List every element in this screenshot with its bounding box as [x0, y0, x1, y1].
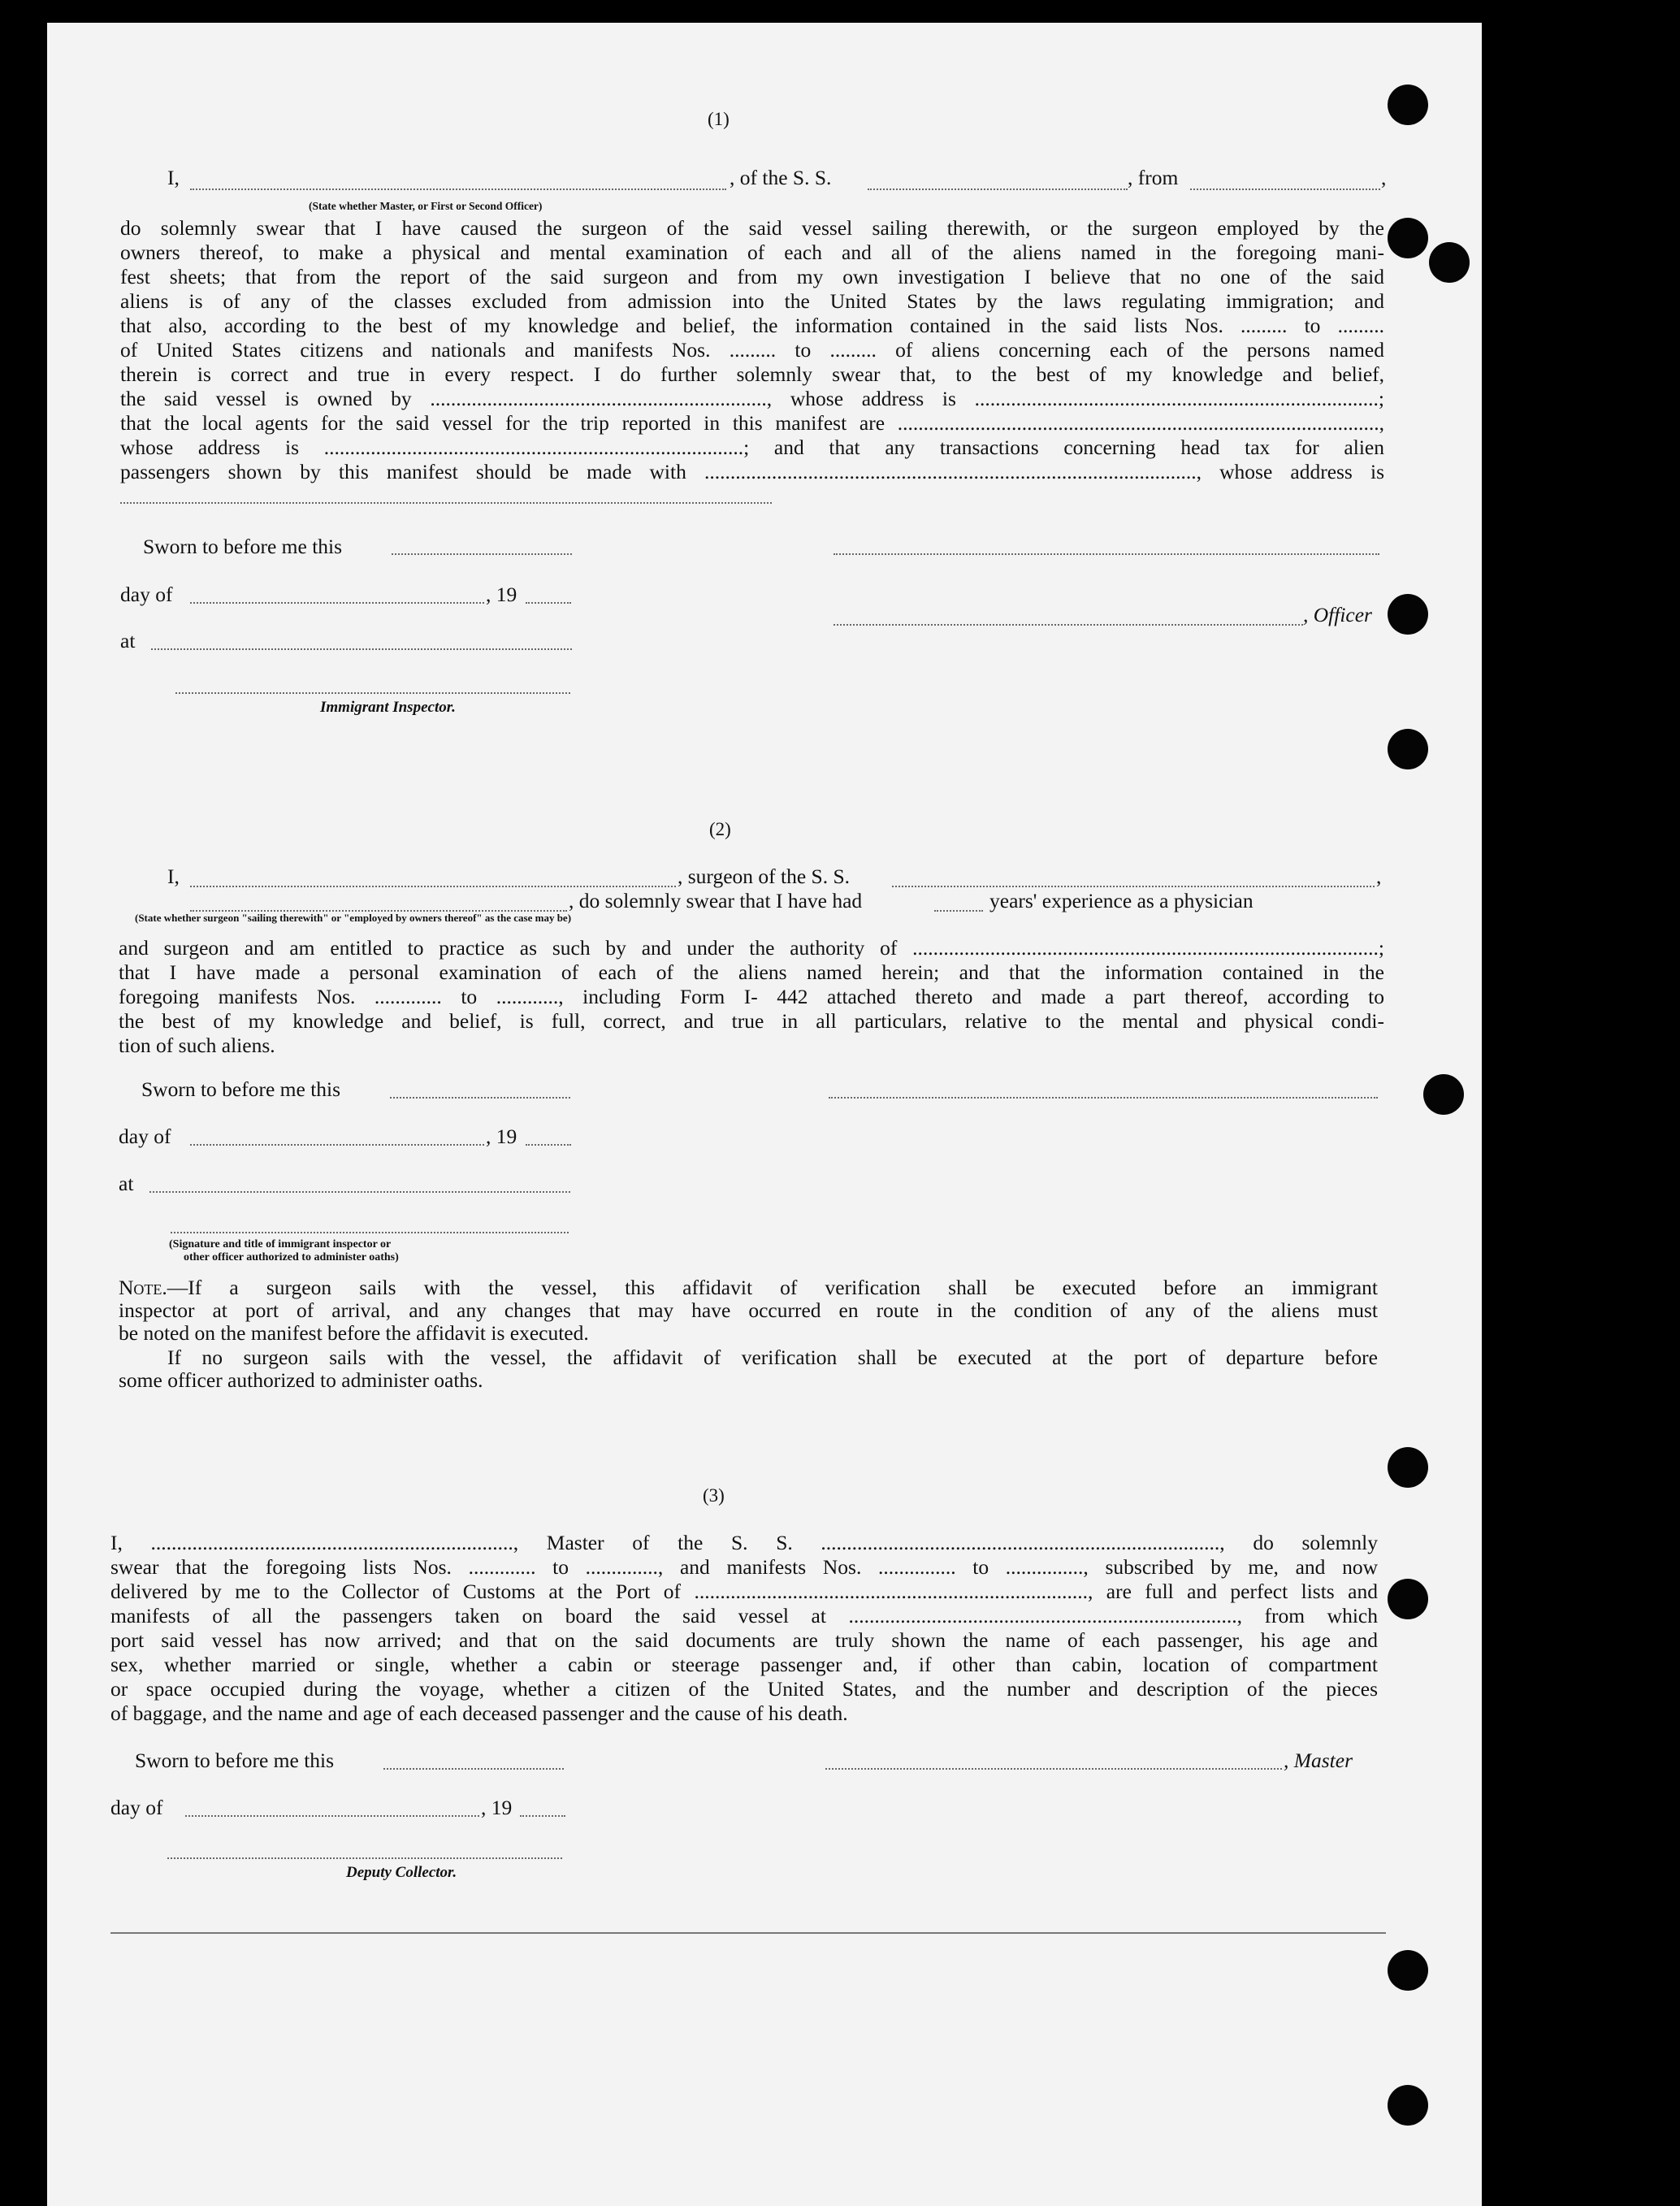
officer-label: , Officer [1303, 603, 1372, 626]
day-of-label: day of [120, 583, 173, 606]
surgeon-vessel-field [892, 886, 1375, 887]
body-line: of baggage, and the name and age of each deceased passenger and the cause of his death. [110, 1701, 848, 1725]
body-line: passengers shown by this manifest should be made with ..............................................................................................., whose address is [120, 460, 1384, 483]
section-2-number: (2) [709, 819, 731, 839]
officer-name-field [834, 624, 1303, 626]
note-line: be noted on the manifest before the affidavit is executed. [119, 1321, 589, 1345]
punch-hole [1388, 1447, 1428, 1488]
body-line: do solemnly swear that I have caused the surgeon of the said vessel sailing therewith, or the surgeon employed by the [120, 216, 1384, 240]
from-port-field [1190, 189, 1380, 190]
experience-label: years' experience as a physician [989, 889, 1254, 912]
month-field [190, 1144, 484, 1146]
note-line: If no surgeon sails with the vessel, the affidavit of verification shall be executed at the port of departure before [167, 1346, 1378, 1369]
years-field [934, 910, 983, 912]
manifest-page [47, 23, 1482, 2206]
officer-signature-field [834, 553, 1379, 555]
body-line: tion of such aliens. [119, 1034, 275, 1057]
surgeon-caption: (State whether surgeon "sailing therewith" or "employed by owners thereof" as the case may be) [135, 912, 572, 924]
body-line: owners thereof, to make a physical and mental examination of each and all of the aliens named in the foregoing mani- [120, 241, 1384, 264]
place-field [151, 648, 572, 650]
punch-hole [1429, 242, 1470, 283]
section-3-number: (3) [703, 1485, 725, 1506]
body-line: the best of my knowledge and belief, is full, correct, and true in all particulars, relative to the mental and physical condi- [119, 1009, 1384, 1033]
master-signature-field [825, 1768, 1282, 1770]
sworn-date-field [390, 1097, 570, 1099]
body-line: whose address is .................................................................................; and that any transactions concerning head tax for alien [120, 436, 1384, 459]
note-line: some officer authorized to administer oaths. [119, 1368, 483, 1392]
sworn-label: Sworn to before me this [141, 1077, 341, 1101]
year-field [526, 602, 571, 604]
punch-hole [1388, 594, 1428, 635]
sworn-label: Sworn to before me this [135, 1749, 335, 1772]
day-of-label: day of [110, 1796, 163, 1819]
body-line: that I have made a personal examination of each of the aliens named herein; and that the information contained in the [119, 960, 1384, 984]
punch-hole [1388, 1579, 1428, 1619]
address-continuation-field [120, 502, 772, 504]
section-1-number: (1) [708, 109, 730, 129]
surgeon-signature-field [829, 1097, 1378, 1099]
officer-title-field [190, 189, 726, 190]
note-label: Note. [119, 1276, 167, 1299]
sworn-date-field [383, 1768, 564, 1770]
place-field [149, 1191, 570, 1193]
body-line: foregoing manifests Nos. ............. to ............, including Form I- 442 attached thereto and made a part thereof, according to [119, 985, 1384, 1008]
sworn-label: Sworn to before me this [143, 535, 343, 558]
body-line: that also, according to the best of my knowledge and belief, the information contained in the said lists Nos. ......... to ......... [120, 314, 1384, 337]
year-field [520, 1815, 565, 1817]
at-label: at [120, 629, 136, 652]
note-line: Note.—If a surgeon sails with the vessel, this affidavit of verification shall be executed before an immigrant [119, 1276, 1378, 1299]
body-line: delivered by me to the Collector of Customs at the Port of ............................................................................, are full and perfect lists and [110, 1580, 1378, 1603]
body-line: aliens is of any of the classes excluded from admission into the United States by the laws regulating immigration; and [120, 289, 1384, 313]
body-line: I, ......................................................................, Master of the S. S. ............................................................................., do solemnly [110, 1531, 1378, 1554]
surgeon-of-label: , surgeon of the S. S. [678, 865, 851, 888]
body-line: or space occupied during the voyage, whether a citizen of the United States, and the number and description of the pieces [110, 1677, 1378, 1701]
month-field [185, 1815, 479, 1817]
master-label: , Master [1284, 1749, 1353, 1772]
year-label: , 19 [486, 1125, 517, 1148]
year-label: , 19 [481, 1796, 513, 1819]
section-1-of-ss: , of the S. S. [730, 166, 832, 189]
body-line: manifests of all the passengers taken on board the said vessel at ..........................................................................., from which [110, 1604, 1378, 1627]
inspector-signature-field [175, 692, 570, 694]
punch-hole [1388, 218, 1428, 258]
vessel-name-field [868, 189, 1128, 190]
surgeon-name-field [190, 886, 676, 887]
bottom-rule [110, 1932, 1386, 1934]
verifier-caption: other officer authorized to administer oaths) [184, 1251, 399, 1263]
body-line: of United States citizens and nationals and manifests Nos. ......... to ......... of aliens concerning each of the persons named [120, 338, 1384, 362]
swear-label: , do solemnly swear that I have had [569, 889, 863, 912]
deputy-caption: Deputy Collector. [346, 1864, 457, 1881]
at-label: at [119, 1172, 134, 1195]
year-label: , 19 [486, 583, 517, 606]
inspector-caption: Immigrant Inspector. [320, 699, 456, 716]
note-line: inspector at port of arrival, and any changes that may have occurred en route in the condition of any of the aliens must [119, 1298, 1378, 1322]
body-line: and surgeon and am entitled to practice as such by and under the authority of ..........................................................................................; [119, 936, 1384, 960]
verifier-caption: (Signature and title of immigrant inspector or [169, 1238, 392, 1250]
body-line: therein is correct and true in every respect. I do further solemnly swear that, to the best of my knowledge and belief, [120, 362, 1384, 386]
body-line: the said vessel is owned by ................................................................., whose address is ..............................................................................; [120, 387, 1384, 410]
body-line: fest sheets; that from the report of the said surgeon and from my own investigation I believe that no one of the said [120, 265, 1384, 288]
body-line: swear that the foregoing lists Nos. ............. to .............., and manifests Nos. ............... to ..............., subscribed by me, and now [110, 1555, 1378, 1579]
body-line: port said vessel has now arrived; and that on the said documents are truly shown the name of each passenger, his age and [110, 1628, 1378, 1652]
section-1-i: I, [167, 166, 180, 189]
punch-hole [1388, 2085, 1428, 2126]
section-1-from: , from [1128, 166, 1179, 189]
punch-hole [1388, 729, 1428, 769]
punch-hole [1423, 1074, 1464, 1115]
verifier-signature-field [171, 1232, 569, 1233]
year-field [526, 1144, 571, 1146]
month-field [190, 602, 484, 604]
body-line: that the local agents for the said vessel for the trip reported in this manifest are ............................................................................................., [120, 411, 1384, 435]
body-line: sex, whether married or single, whether a cabin or steerage passenger and, if other than cabin, location of compartment [110, 1653, 1378, 1676]
officer-caption: (State whether Master, or First or Second Officer) [309, 200, 543, 212]
day-of-label: day of [119, 1125, 171, 1148]
punch-hole [1388, 1950, 1428, 1991]
deputy-signature-field [167, 1857, 562, 1859]
sworn-date-field [392, 553, 572, 555]
section-1-comma: , [1381, 166, 1387, 189]
punch-hole [1388, 85, 1428, 125]
section-2-comma: , [1376, 865, 1382, 888]
section-2-i: I, [167, 865, 180, 888]
